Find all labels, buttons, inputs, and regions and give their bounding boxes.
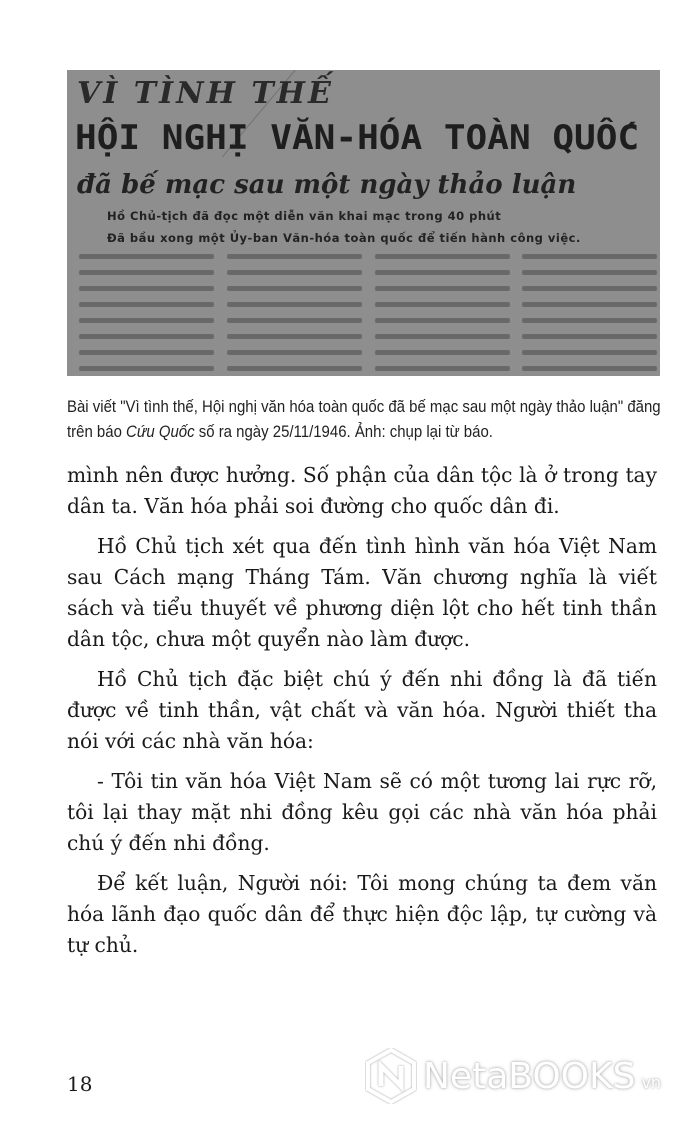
page-number: 18 <box>67 1072 93 1096</box>
paragraph: - Tôi tin văn hóa Việt Nam sẽ có một tương lai rực rỡ, tôi lại thay mặt nhi đồng kêu gọi các nhà văn hóa phải chú ý đến nhi đồng. <box>67 769 657 855</box>
watermark <box>365 1048 661 1104</box>
paragraph: mình nên được hưởng. Số phận của dân tộc là ở trong tay dân ta. Văn hóa phải soi đường cho quốc dân đi. <box>67 463 657 518</box>
clipping-headline: HỘI NGHỊ VĂN-HÓA TOÀN QUỐC <box>75 118 640 158</box>
watermark-tld: vn <box>641 1072 662 1092</box>
clipping-column <box>227 254 362 376</box>
watermark-brand: NetaBOOKS <box>423 1055 636 1097</box>
body-text <box>67 460 657 970</box>
caption-text: số ra ngày 25/11/1946. Ảnh: chụp lại từ báo. <box>194 422 493 441</box>
clipping-subhead: Hồ Chủ-tịch đã đọc một diễn văn khai mạc trong 40 phút <box>107 209 502 223</box>
clipping-column <box>375 254 510 376</box>
paragraph: Để kết luận, Người nói: Tôi mong chúng ta đem văn hóa lãnh đạo quốc dân để thực hiện độc lập, tự cường và tự chủ. <box>67 871 657 957</box>
image-caption <box>67 394 665 444</box>
paragraph: Hồ Chủ tịch xét qua đến tình hình văn hóa Việt Nam sau Cách mạng Tháng Tám. Văn chương nghĩa là viết sách và tiểu thuyết về phương diện lột cho hết tinh thần dân tộc, chưa một quyển nào làm được. <box>67 534 657 651</box>
clipping-deck: đã bế mạc sau một ngày thảo luận <box>77 170 577 200</box>
clipping-subhead: Đã bầu xong một Ủy-ban Văn-hóa toàn quốc để tiến hành công việc. <box>107 231 581 245</box>
clipping-kicker: VÌ TÌNH THẾ <box>77 76 334 111</box>
newspaper-clipping-image <box>67 70 660 376</box>
clipping-column <box>79 254 214 376</box>
netabooks-logo-icon <box>365 1048 417 1104</box>
caption-newspaper-name: Cứu Quốc <box>126 422 195 441</box>
clipping-column <box>522 254 657 376</box>
paragraph: Hồ Chủ tịch đặc biệt chú ý đến nhi đồng là đã tiến được về tinh thần, vật chất và văn hóa. Người thiết tha nói với các nhà văn hóa: <box>67 667 657 753</box>
caption-text: Bài viết "Vì tình thế, Hội nghị văn hóa toàn quốc đã bế mạc sau một ngày thảo luận" đăng trên báo <box>67 397 661 441</box>
